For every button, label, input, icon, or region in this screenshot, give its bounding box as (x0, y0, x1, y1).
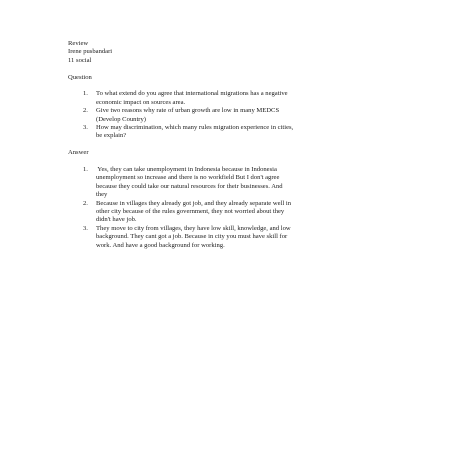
question-text-line: (Develop Country) (96, 115, 146, 123)
answer-item (68, 200, 368, 225)
question-heading: Question (68, 73, 92, 81)
answer-text-line: Because in villages they already got job, and they already separate well in (96, 199, 291, 207)
answer-text-line: other city because of the rules government, they not worried about they (96, 208, 285, 216)
question-item (68, 90, 368, 107)
spacer (68, 141, 368, 149)
answer-item (68, 225, 368, 250)
class-name: 11 social (68, 56, 92, 64)
answer-text-line: didn't have job. (96, 216, 137, 224)
answer-number: 2. (83, 199, 88, 207)
answer-text-line: Yes, they can take unemployment in Indonesia because in Indonesia (96, 166, 277, 174)
question-number: 2. (83, 107, 88, 115)
answer-text-line: They move to city from villages, they have low skill, knowledge, and low (96, 224, 291, 232)
header-block (68, 40, 368, 65)
question-text-line: To what extend do you agree that international migrations has a negative (96, 90, 288, 98)
question-item (68, 124, 368, 141)
question-section (68, 74, 368, 141)
answer-item (68, 166, 368, 200)
question-text-line: be explain? (96, 132, 127, 140)
answer-text-line: because they could take our natural resources for their businesses. And (96, 182, 283, 190)
question-text-line: economic impact on sources area. (96, 98, 186, 106)
answer-text-line: unemployment so increase and there is no workfield But I don't agree (96, 174, 280, 182)
question-list (68, 90, 368, 140)
answer-text-line: work. And have a good background for working. (96, 241, 225, 249)
answer-number: 1. (83, 166, 88, 174)
question-number: 1. (83, 90, 88, 98)
spacer (68, 65, 368, 73)
spacer (68, 158, 368, 166)
question-text-line: Give two reasons why rate of urban growth are low in many MEDCS (96, 107, 280, 115)
answer-heading: Answer (68, 149, 89, 157)
header-title: Review (68, 40, 89, 47)
answer-section (68, 149, 368, 250)
answer-list (68, 166, 368, 250)
question-number: 3. (83, 124, 88, 132)
document-page (68, 40, 368, 250)
author-name: Irene pusbandari (68, 48, 113, 56)
answer-text-line: they (96, 191, 108, 199)
question-item (68, 107, 368, 124)
answer-number: 3. (83, 224, 88, 232)
question-text-line: How may discrimination, which many rules migration experience in cities, (96, 124, 294, 132)
spacer (68, 82, 368, 90)
answer-text-line: background. They cant got a job. Because in city you must have skill for (96, 233, 288, 241)
